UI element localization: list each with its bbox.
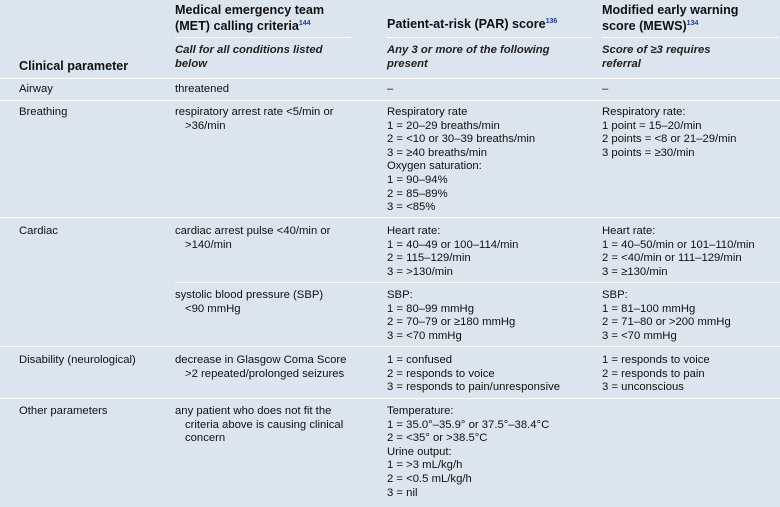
other-par-line: 1 = 35.0°–35.9° or 37.5°–38.4°C <box>387 418 550 431</box>
header-par-ref: 136 <box>545 17 558 25</box>
header-par-rule <box>387 37 592 38</box>
cardiac-subrow-divider <box>175 282 780 283</box>
cardiac-par <box>387 225 592 279</box>
row-cardiac <box>0 217 780 347</box>
cardiac-mews-sbp-line: SBP: <box>602 289 628 301</box>
disability-par-line: 2 = responds to voice <box>387 367 495 380</box>
cardiac-mews-line: 2 = <40/min or 111–129/min <box>602 252 742 265</box>
cardiac-met-sbp-line2: <90 mmHg <box>185 302 241 315</box>
breathing-mews-line: 2 points = <8 or 21–29/min <box>602 133 737 146</box>
cardiac-met-line2: >140/min <box>185 238 232 251</box>
disability-mews-line: 3 = unconscious <box>602 381 684 394</box>
breathing-param: Breathing <box>19 106 68 118</box>
cardiac-param: Cardiac <box>19 225 58 237</box>
breathing-par-line: 2 = 85–89% <box>387 187 448 200</box>
header-mews-line1: Modified early warning <box>602 3 739 17</box>
breathing-par-line: 1 = 90–94% <box>387 173 448 186</box>
header-mews-rule <box>602 37 778 38</box>
row-airway <box>0 78 780 101</box>
disability-par-line: 1 = confused <box>387 354 453 366</box>
other-met <box>175 405 375 446</box>
header-mews-ref: 134 <box>686 19 699 27</box>
cardiac-par-sbp-line: 1 = 80–99 mmHg <box>387 302 474 315</box>
other-met-line2: criteria above is causing clinical <box>185 418 344 431</box>
breathing-par-line: 1 = 20–29 breaths/min <box>387 119 500 132</box>
other-par <box>387 405 592 500</box>
other-par-line: 2 = <0.5 mL/kg/h <box>387 472 472 485</box>
row-disability <box>0 346 780 399</box>
breathing-par <box>387 106 592 215</box>
disability-met-line1: decrease in Glasgow Coma Score <box>175 354 347 366</box>
disability-met-line2: >2 repeated/prolonged seizures <box>185 367 345 380</box>
cardiac-met-line1: cardiac arrest pulse <40/min or <box>175 225 331 237</box>
cardiac-mews-sbp-line: 3 = <70 mmHg <box>602 329 677 342</box>
airway-par: – <box>387 83 394 95</box>
disability-par <box>387 354 592 395</box>
airway-param: Airway <box>19 83 53 95</box>
breathing-mews-line: 1 point = 15–20/min <box>602 119 702 132</box>
cardiac-mews-line: Heart rate: <box>602 225 656 237</box>
header-mews <box>602 2 778 34</box>
other-par-line: Urine output: <box>387 445 452 458</box>
header-mews-sub-line1: Score of ≥3 requires <box>602 44 711 56</box>
cardiac-par-sbp-line: SBP: <box>387 289 413 301</box>
other-param: Other parameters <box>19 405 108 417</box>
cardiac-mews-sbp <box>602 289 778 343</box>
header-met-line2: (MET) calling criteria <box>175 19 299 33</box>
cardiac-par-line: Heart rate: <box>387 225 441 237</box>
cardiac-par-sbp-line: 3 = <70 mmHg <box>387 329 462 342</box>
disability-param: Disability (neurological) <box>19 354 136 366</box>
cardiac-mews <box>602 225 778 279</box>
cardiac-par-sbp <box>387 289 592 343</box>
row-breathing <box>0 100 780 218</box>
breathing-par-line: 2 = <10 or 30–39 breaths/min <box>387 133 536 146</box>
airway-mews: – <box>602 83 609 95</box>
header-mews-sub <box>602 43 778 71</box>
other-met-line3: concern <box>185 432 226 445</box>
breathing-mews <box>602 106 778 160</box>
header-par <box>387 16 592 32</box>
disability-met <box>175 354 375 381</box>
cardiac-met <box>175 225 375 252</box>
header-par-sub <box>387 43 592 71</box>
header-met-line1: Medical emergency team <box>175 3 325 17</box>
cardiac-par-line: 2 = 115–129/min <box>387 252 471 265</box>
header-met <box>175 2 375 34</box>
header-par-title: Patient-at-risk (PAR) score <box>387 17 546 31</box>
cardiac-mews-sbp-line: 2 = 71–80 or >200 mmHg <box>602 316 731 329</box>
airway-met: threatened <box>175 83 230 95</box>
disability-mews-line: 1 = responds to voice <box>602 354 710 366</box>
cardiac-par-sbp-line: 2 = 70–79 or ≥180 mmHg <box>387 316 516 329</box>
breathing-mews-line: 3 points = ≥30/min <box>602 146 695 159</box>
cardiac-met-sbp <box>175 289 375 316</box>
other-par-line: 3 = nil <box>387 486 418 499</box>
breathing-par-line: 3 = <85% <box>387 201 436 214</box>
header-mews-sub-line2: referral <box>602 58 641 70</box>
header-met-sub-line1: Call for all conditions listed <box>175 44 323 56</box>
cardiac-mews-line: 3 = ≥130/min <box>602 265 668 278</box>
header-mews-line2: score (MEWS) <box>602 19 687 33</box>
other-met-line1: any patient who does not fit the <box>175 405 332 417</box>
header-par-sub-line2: present <box>387 58 428 70</box>
breathing-met-line2: >36/min <box>185 119 226 132</box>
breathing-par-line: Respiratory rate <box>387 106 468 118</box>
header-met-sub-line2: below <box>175 58 208 70</box>
header-met-ref: 144 <box>298 19 311 27</box>
cardiac-met-sbp-line1: systolic blood pressure (SBP) <box>175 289 324 301</box>
header-par-sub-line1: Any 3 or more of the following <box>387 44 550 56</box>
row-other <box>0 398 780 507</box>
other-par-line: 2 = <35° or >38.5°C <box>387 432 488 445</box>
breathing-mews-line: Respiratory rate: <box>602 106 686 118</box>
disability-mews <box>602 354 778 395</box>
breathing-par-line: 3 = ≥40 breaths/min <box>387 146 488 159</box>
cardiac-par-line: 1 = 40–49 or 100–114/min <box>387 238 519 251</box>
header-met-rule <box>175 37 351 38</box>
cardiac-par-line: 3 = >130/min <box>387 265 453 278</box>
breathing-met-line1: respiratory arrest rate <5/min or <box>175 106 334 118</box>
cardiac-mews-line: 1 = 40–50/min or 101–110/min <box>602 238 755 251</box>
header-clinical-parameter: Clinical parameter <box>19 59 129 73</box>
disability-par-line: 3 = responds to pain/unresponsive <box>387 381 561 394</box>
table-header <box>0 0 780 78</box>
breathing-met <box>175 106 375 133</box>
other-par-line: 1 = >3 mL/kg/h <box>387 459 463 472</box>
breathing-par-line: Oxygen saturation: <box>387 160 482 173</box>
header-met-sub <box>175 43 375 71</box>
disability-mews-line: 2 = responds to pain <box>602 367 705 380</box>
cardiac-mews-sbp-line: 1 = 81–100 mmHg <box>602 302 696 315</box>
other-par-line: Temperature: <box>387 405 454 417</box>
